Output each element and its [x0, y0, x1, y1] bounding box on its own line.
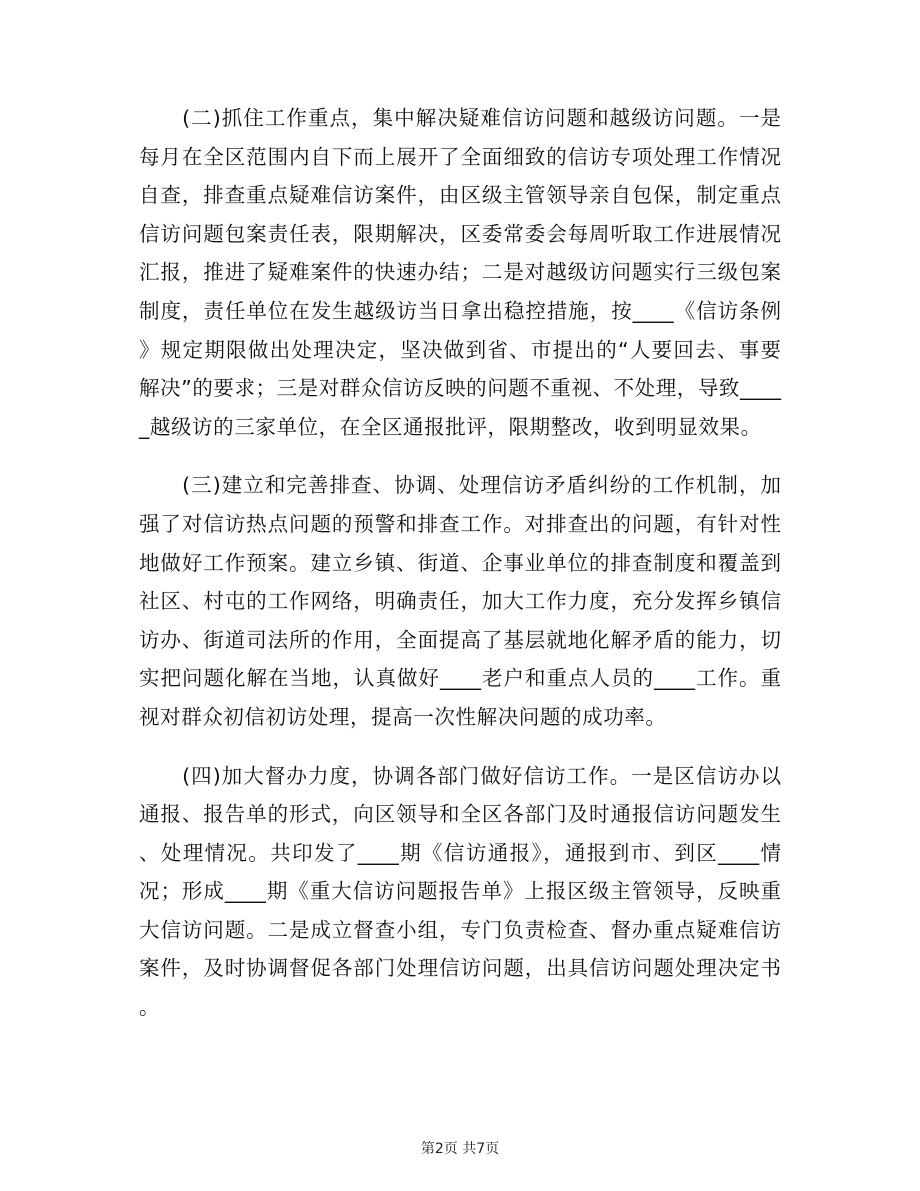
text-line: 解决”的要求；三是对群众信访反映的问题不重视、不处理，导致____: [139, 376, 781, 401]
text-line: (三)建立和完善排查、协调、处理信访矛盾纠纷的工作机制，加: [139, 473, 781, 498]
paragraph-spacer: [139, 446, 781, 466]
text-line: (四)加大督办力度，协调各部门做好信访工作。一是区信访办以: [139, 763, 781, 788]
text-line: _越级访的三家单位，在全区通报批评，限期整改，收到明显效果。: [139, 414, 762, 439]
text-line: 实把问题化解在当地，认真做好____老户和重点人员的____工作。重: [139, 666, 781, 691]
paragraph-spacer: [139, 737, 781, 757]
text-line: 信访问题包案责任表，限期解决，区委常委会每周听取工作进展情况: [139, 221, 781, 246]
text-line: 。: [139, 995, 161, 1020]
text-line: 强了对信访热点问题的预警和排查工作。对排查出的问题，有针对性: [139, 511, 781, 536]
text-line: 制度，责任单位在发生越级访当日拿出稳控措施，按____《信访条例: [139, 298, 781, 323]
text-line: 访办、街道司法所的作用，全面提高了基层就地化解矛盾的能力，切: [139, 627, 781, 652]
text-line: 》规定期限做出处理决定，坚决做到省、市提出的“人要回去、事要: [139, 337, 781, 362]
document-body: [139, 99, 781, 1027]
text-line: 通报、报告单的形式，向区领导和全区各部门及时通报信访问题发生: [139, 802, 781, 827]
text-line: 视对群众初信初访处理，提高一次性解决问题的成功率。: [139, 704, 667, 729]
text-line: 每月在全区范围内自下而上展开了全面细致的信访专项处理工作情况: [139, 144, 781, 169]
text-line: 大信访问题。二是成立督查小组，专门负责检查、督办重点疑难信访: [139, 917, 781, 942]
text-line: (二)抓住工作重点，集中解决疑难信访问题和越级访问题。一是: [139, 106, 781, 130]
paragraph-section-3: [139, 466, 781, 736]
text-line: 汇报，推进了疑难案件的快速办结；二是对越级访问题实行三级包案: [139, 260, 781, 285]
page-number-footer: 第2页 共7页: [420, 1141, 500, 1157]
text-line: 地做好工作预案。建立乡镇、街道、企事业单位的排查制度和覆盖到: [139, 550, 781, 575]
text-line: 社区、村屯的工作网络，明确责任，加大工作力度，充分发挥乡镇信: [139, 589, 781, 614]
text-line: 案件，及时协调督促各部门处理信访问题，出具信访问题处理决定书: [139, 956, 781, 981]
text-line: 、处理情况。共印发了____期《信访通报》，通报到市、到区____情: [139, 840, 781, 865]
paragraph-section-2: [139, 99, 781, 446]
text-line: 自查，排查重点疑难信访案件，由区级主管领导亲自包保，制定重点: [139, 183, 781, 208]
text-line: 况；形成____期《重大信访问题报告单》上报区级主管领导，反映重: [139, 879, 781, 904]
paragraph-section-4: [139, 757, 781, 1027]
